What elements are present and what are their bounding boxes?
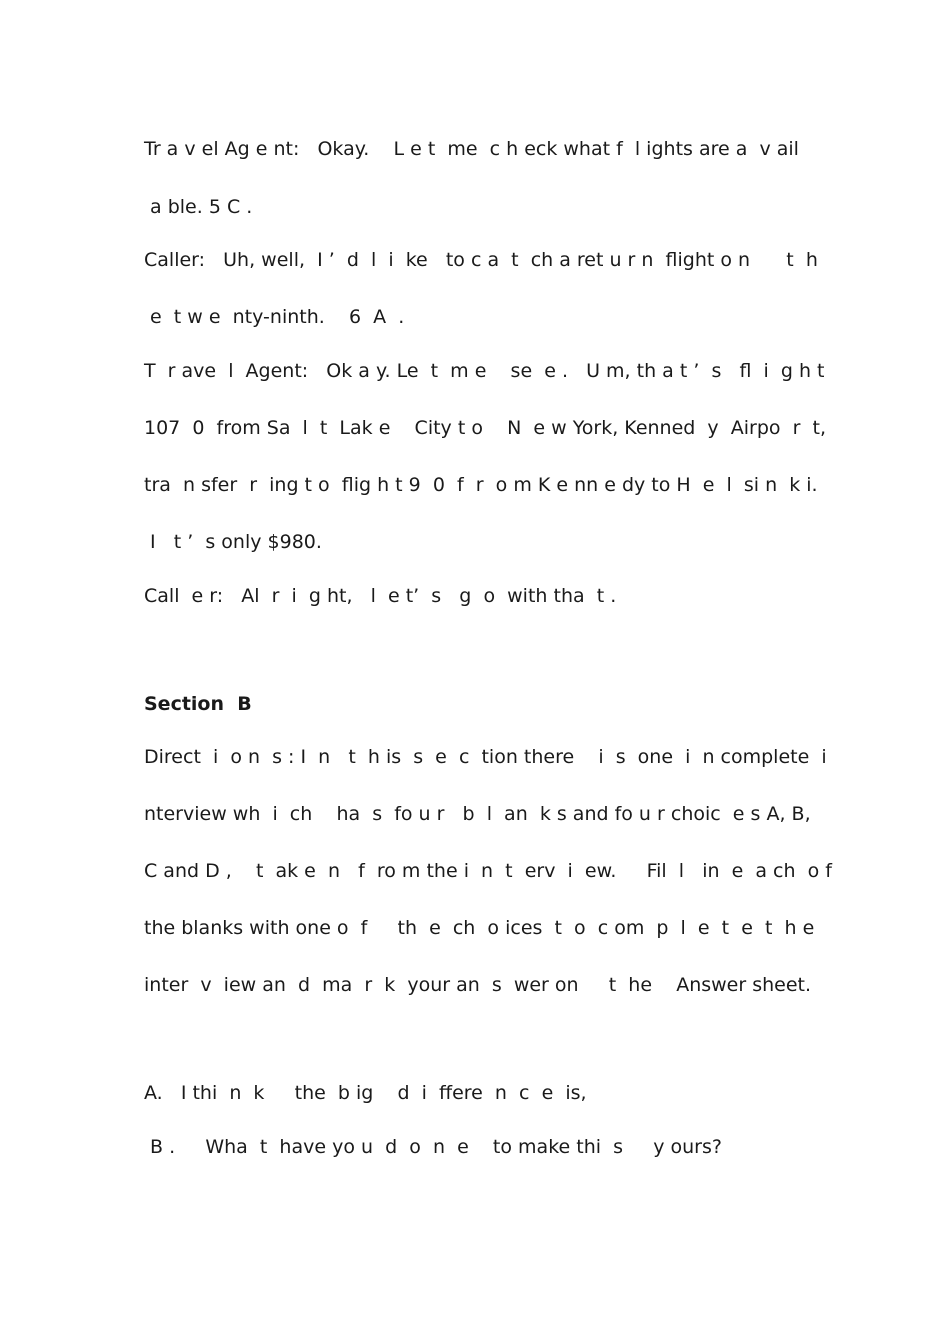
choice-b: B . Wha t have yo u d o n e to make thi s y ours? bbox=[144, 1136, 722, 1158]
directions-line-4: the blanks with one o f th e ch o ices t o c om p l e t e t h e bbox=[144, 917, 815, 939]
directions-line-2: nterview wh i ch ha s fo u r b l an k s and fo u r choic e s A, B, bbox=[144, 803, 811, 825]
dialogue-line-caller-1: Caller: Uh, well, I ’ d l i ke to c a t ch a ret u r n flight o n t h bbox=[144, 249, 818, 271]
dialogue-line-travel-agent-1: Tr a v el Ag e nt: Okay. L e t me c h eck what f l ights are a v ail bbox=[144, 138, 799, 160]
section-heading: Section B bbox=[144, 693, 252, 715]
directions-line-3: C and D , t ak e n f ro m the i n t erv i ew. Fil l in e a ch o f bbox=[144, 860, 832, 882]
choice-a: A. I thi n k the b ig d i ffere n c e is, bbox=[144, 1082, 587, 1104]
dialogue-line-caller-2: Call e r: Al r i g ht, l e t’ s g o with tha t . bbox=[144, 585, 617, 607]
directions-line-5: inter v iew an d ma r k your an s wer on t he Answer sheet. bbox=[144, 974, 812, 996]
dialogue-line-travel-agent-2: T r ave l Agent: Ok a y. Le t m e se e . U m, th a t ’ s fl i g h t bbox=[144, 360, 825, 382]
dialogue-line-caller-1-cont: e t w e nty-ninth. 6 A . bbox=[144, 306, 405, 328]
dialogue-line-travel-agent-1-cont: a ble. 5 C . bbox=[144, 196, 253, 218]
dialogue-line-travel-agent-2-cont-a: 107 0 from Sa l t Lak e City t o N e w York, Kenned y Airpo r t, bbox=[144, 417, 826, 439]
directions-line-1: Direct i o n s : I n t h is s e c tion there i s one i n complete i bbox=[144, 746, 827, 768]
dialogue-line-travel-agent-2-cont-b: tra n sfer r ing t o flig h t 9 0 f r o m K e nn e dy to H e l si n k i. bbox=[144, 474, 818, 496]
dialogue-line-travel-agent-2-cont-c: I t ’ s only $980. bbox=[144, 531, 322, 553]
